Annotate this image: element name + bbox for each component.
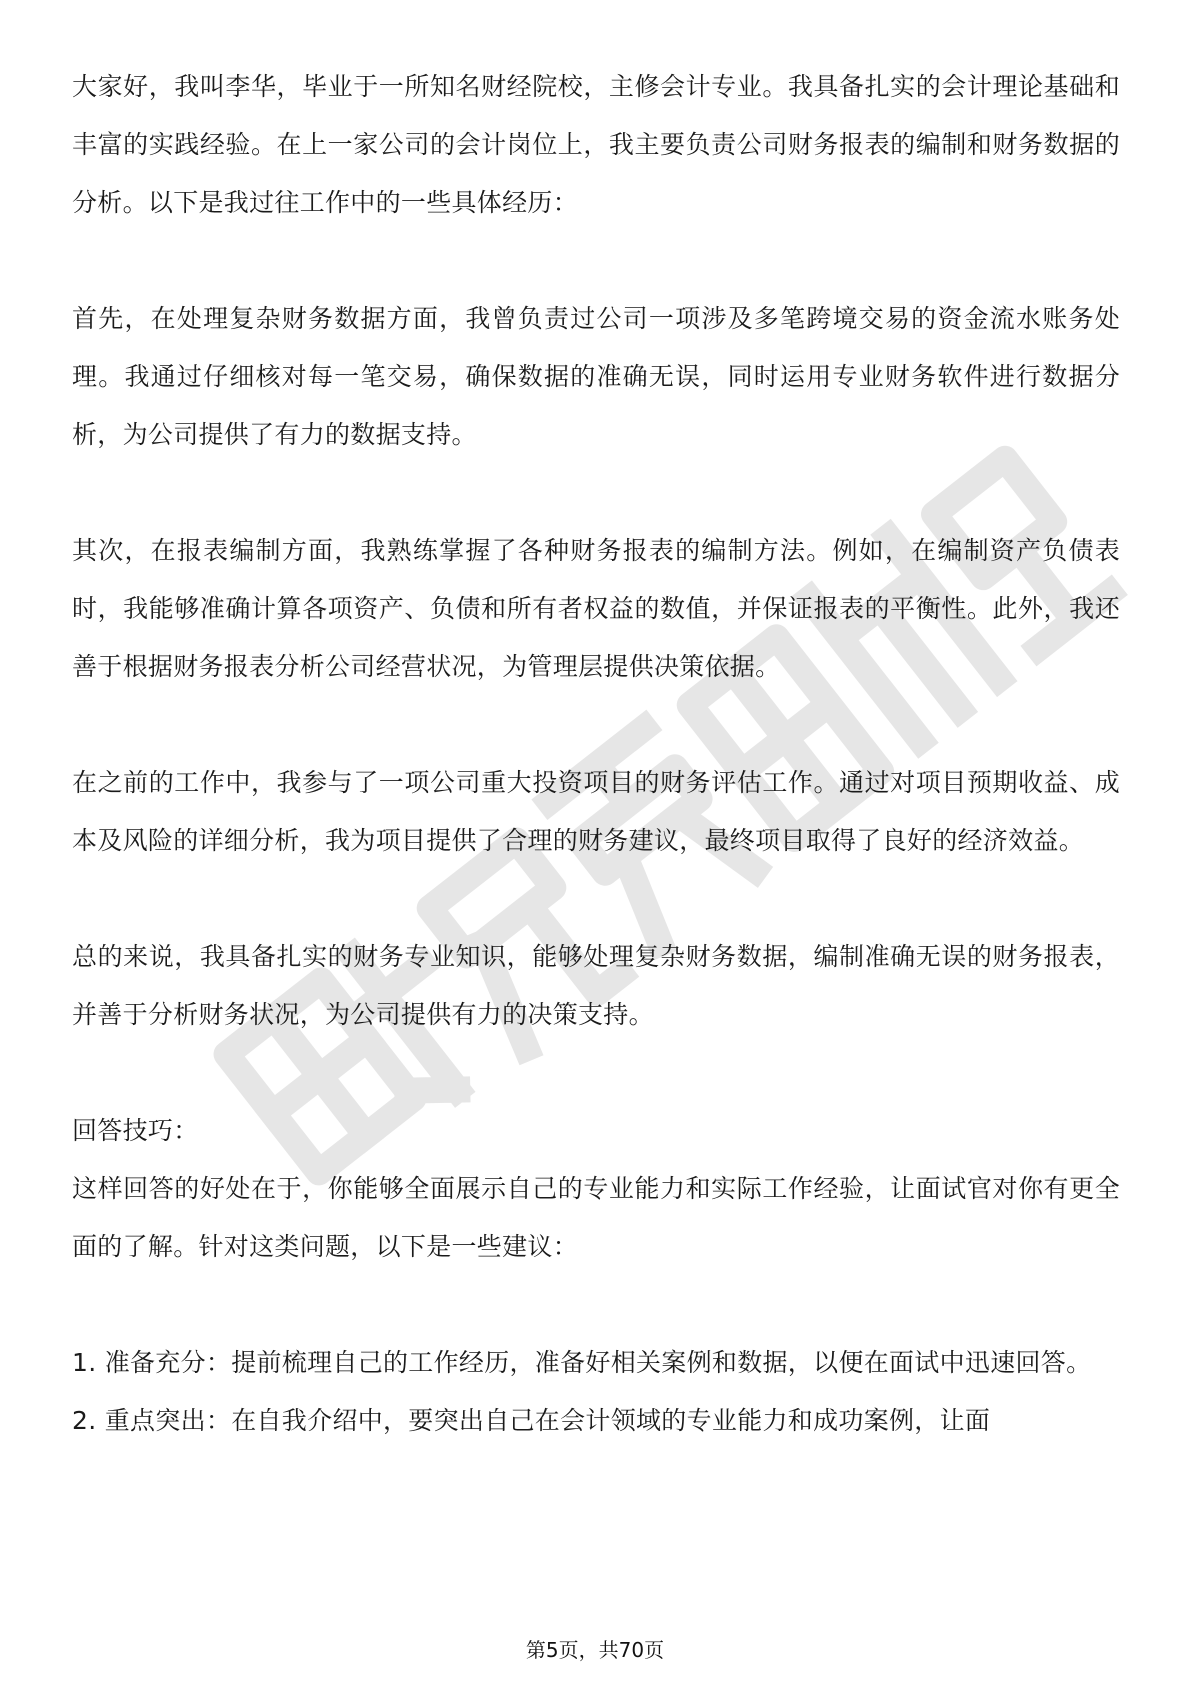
page-number: 第5页，共70页: [525, 1638, 665, 1662]
tips-heading: 回答技巧：: [72, 1116, 199, 1145]
paragraph-summary: 总的来说，我具备扎实的财务专业知识，能够处理复杂财务数据，编制准确无误的财务报表，并善于分析财务状况，为公司提供有力的决策支持。: [72, 942, 1120, 1029]
tips-intro: 这样回答的好处在于，你能够全面展示自己的专业能力和实际工作经验，让面试官对你有更全面的了解。针对这类问题，以下是一些建议：: [72, 1174, 1120, 1261]
paragraph-investment-evaluation: 在之前的工作中，我参与了一项公司重大投资项目的财务评估工作。通过对项目预期收益、成本及风险的详细分析，我为项目提供了合理的财务建议，最终项目取得了良好的经济效益。: [72, 768, 1120, 855]
paragraph-report-compilation: 其次，在报表编制方面，我熟练掌握了各种财务报表的编制方法。例如，在编制资产负债表时，我能够准确计算各项资产、负债和所有者权益的数值，并保证报表的平衡性。此外，我还善于根据财务报表分析公司经营状况，为管理层提供决策依据。: [72, 536, 1120, 681]
paragraph-intro: 大家好，我叫李华，毕业于一所知名财经院校，主修会计专业。我具备扎实的会计理论基础和丰富的实践经验。在上一家公司的会计岗位上，我主要负责公司财务报表的编制和财务数据的分析。以下是我过往工作中的一些具体经历：: [72, 72, 1120, 217]
body-text: [72, 58, 1120, 1450]
tip-item-1: 1. 准备充分：提前梳理自己的工作经历，准备好相关案例和数据，以便在面试中迅速回答。: [72, 1348, 1092, 1377]
tip-item-2: 2. 重点突出：在自我介绍中，要突出自己在会计领域的专业能力和成功案例，让面: [72, 1406, 991, 1435]
paragraph-data-handling: 首先，在处理复杂财务数据方面，我曾负责过公司一项涉及多笔跨境交易的资金流水账务处理。我通过仔细核对每一笔交易，确保数据的准确无误，同时运用专业财务软件进行数据分析，为公司提供了有力的数据支持。: [72, 304, 1120, 449]
